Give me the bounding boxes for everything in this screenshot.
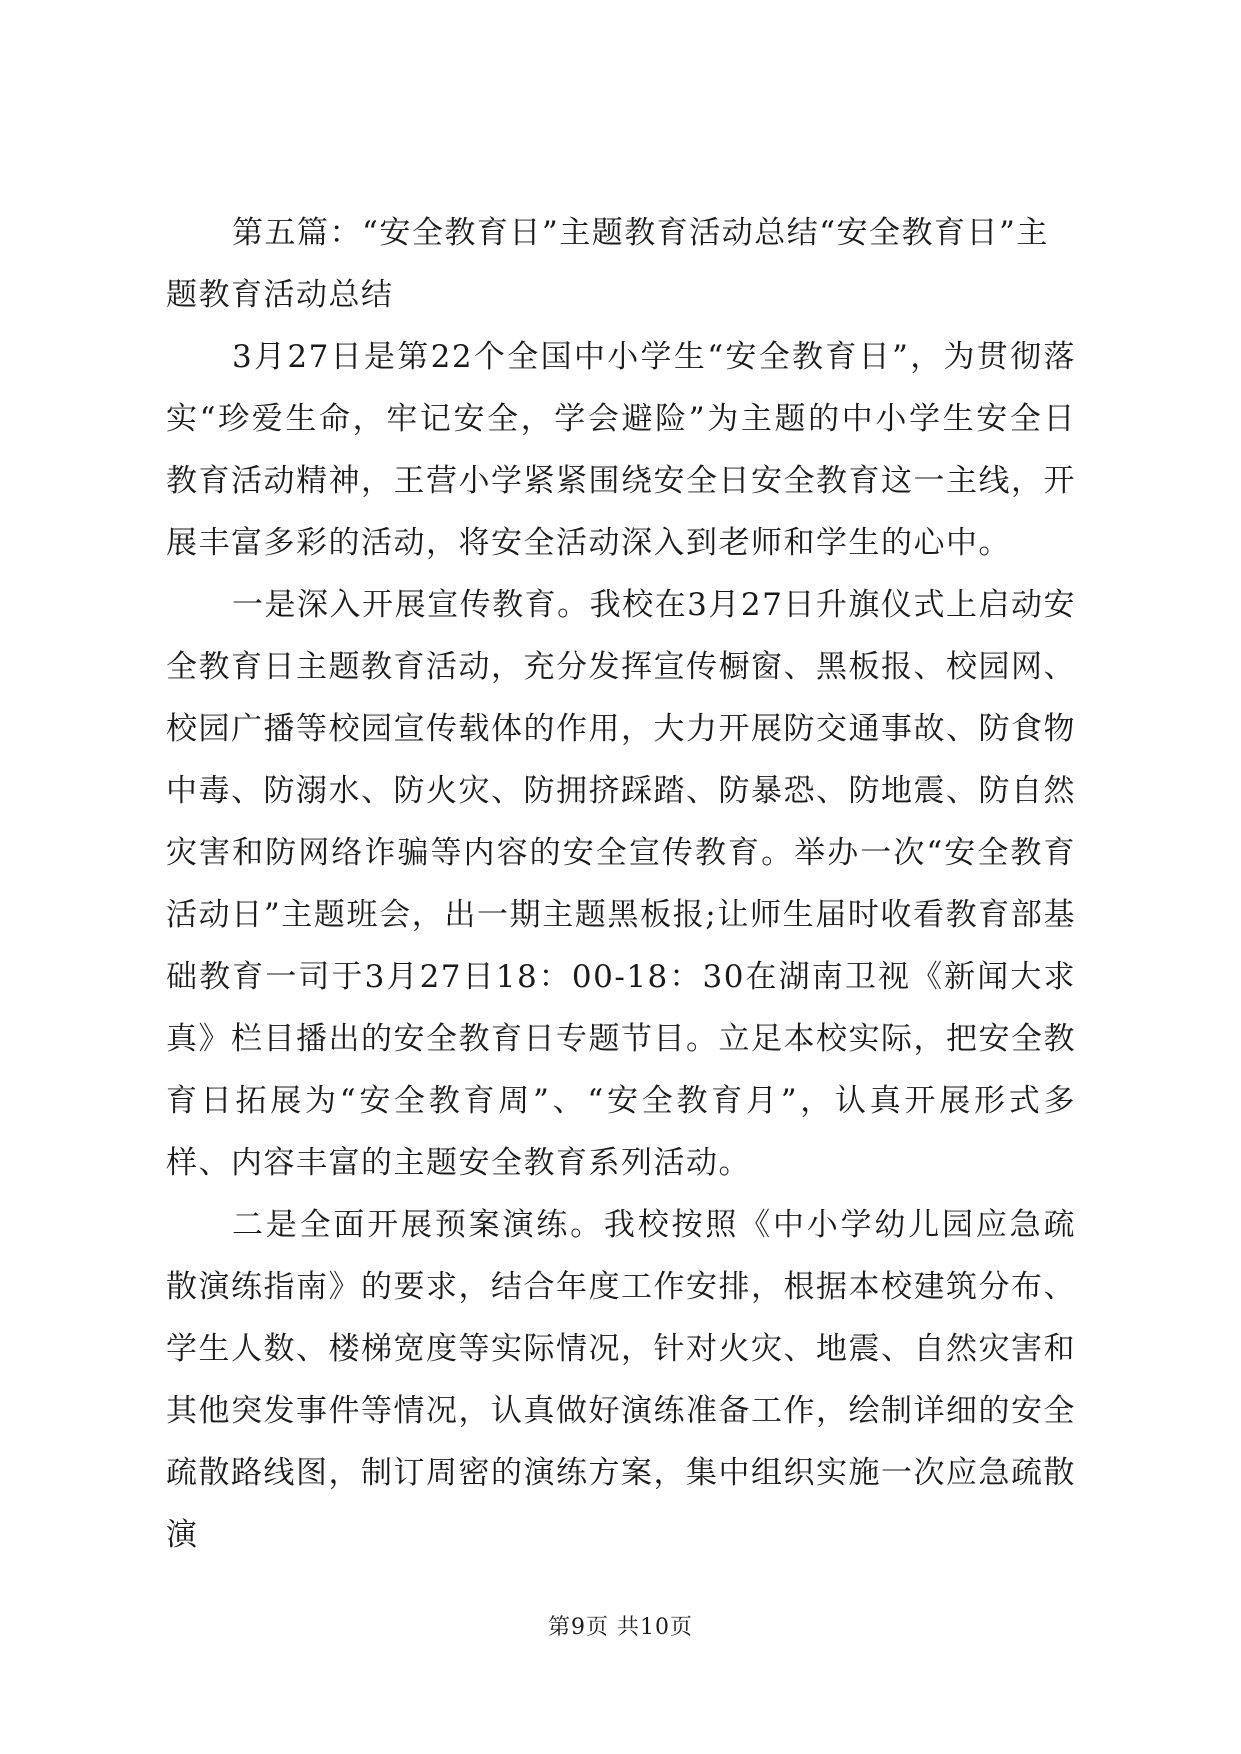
paragraph: 3月27日是第22个全国中小学生“安全教育日”，为贯彻落实“珍爱生命，牢记安全，学会避险”为主题的中小学生安全日教育活动精神，王营小学紧紧围绕安全日安全教育这一主线，开展丰富多彩的活动，将安全活动深入到老师和学生的心中。 <box>166 339 1076 561</box>
document-body <box>166 202 1076 1566</box>
paragraph: 一是深入开展宣传教育。我校在3月27日升旗仪式上启动安全教育日主题教育活动，充分发挥宣传橱窗、黑板报、校园网、校园广播等校园宣传载体的作用，大力开展防交通事故、防食物中毒、防溺水、防火灾、防拥挤踩踏、防暴恐、防地震、防自然灾害和防网络诈骗等内容的安全宣传教育。举办一次“安全教育活动日”主题班会，出一期主题黑板报;让师生届时收看教育部基础教育一司于3月27日18：00-18：30在湖南卫视《新闻大求真》栏目播出的安全教育日专题节目。立足本校实际，把安全教育日拓展为“安全教育周”、“安全教育月”，认真开展形式多样、内容丰富的主题安全教育系列活动。 <box>166 587 1076 1181</box>
paragraph: 二是全面开展预案演练。我校按照《中小学幼儿园应急疏散演练指南》的要求，结合年度工作安排，根据本校建筑分布、学生人数、楼梯宽度等实际情况，针对火灾、地震、自然灾害和其他突发事件等情况，认真做好演练准备工作，绘制详细的安全疏散路线图，制订周密的演练方案，集中组织实施一次应急疏散演 <box>166 1207 1076 1553</box>
document-title: 第五篇：“安全教育日”主题教育活动总结“安全教育日”主题教育活动总结 <box>166 215 1049 313</box>
page-footer: 第9页 共10页 <box>548 1615 693 1640</box>
